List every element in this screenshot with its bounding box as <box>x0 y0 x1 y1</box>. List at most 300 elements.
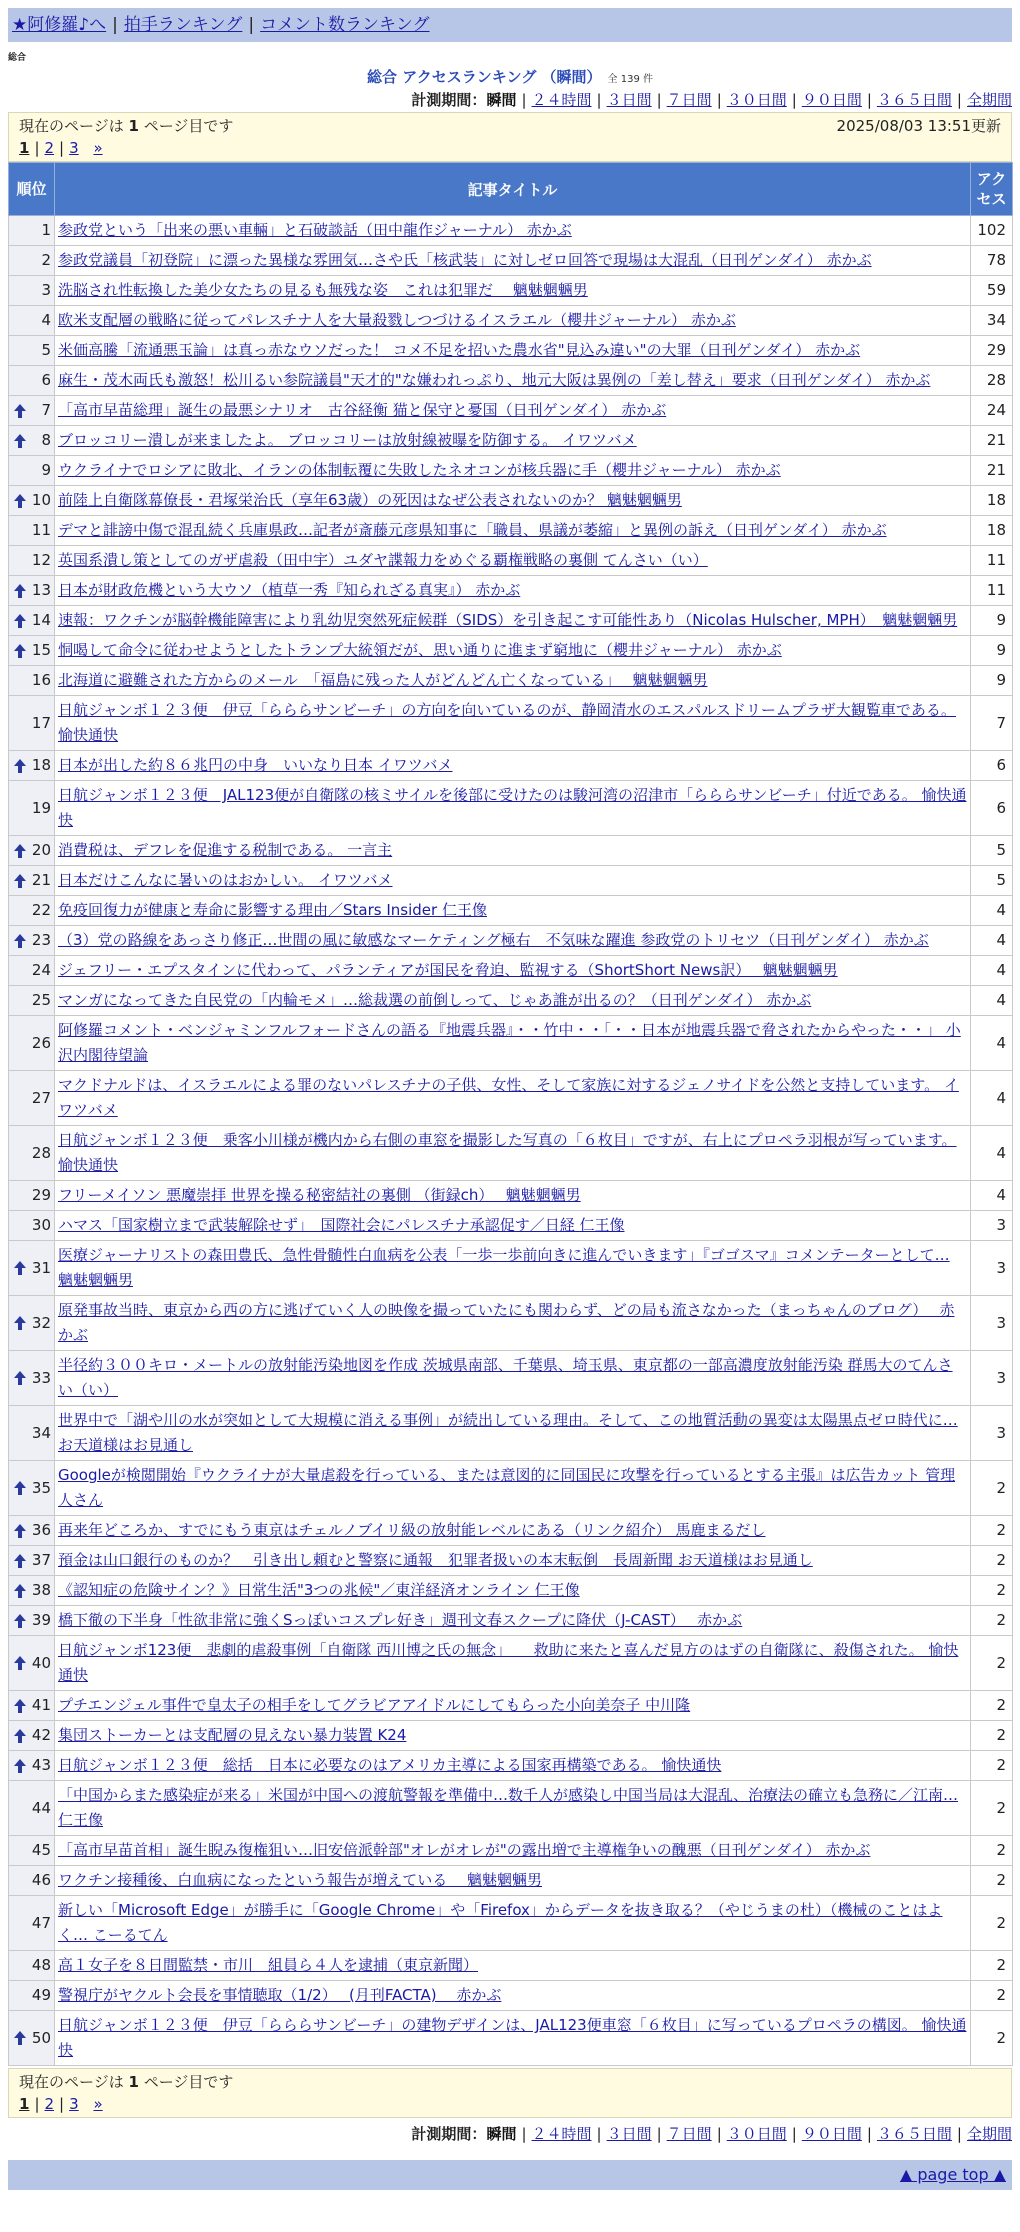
rank-number: 21 <box>31 871 51 889</box>
up-arrow-icon <box>13 758 27 774</box>
access-count: 2 <box>971 1636 1013 1691</box>
rank-number: 18 <box>31 756 51 774</box>
access-count: 6 <box>971 781 1013 836</box>
article-link[interactable]: 「中国からまた感染症が来る」米国が中国への渡航警報を準備中…数千人が感染し中国当局は大混乱、治療法の確立も急務に／江南… 仁王像 <box>58 1786 959 1829</box>
rank-number: 28 <box>31 1143 51 1162</box>
table-row <box>9 666 1013 696</box>
clap-ranking-link[interactable]: 拍手ランキング <box>123 15 243 35</box>
comment-ranking-link[interactable]: コメント数ランキング <box>260 15 430 35</box>
access-count: 2 <box>971 1546 1013 1576</box>
title-cell <box>55 1406 971 1461</box>
title-cell <box>55 546 971 576</box>
period-link[interactable]: ３６５日間 <box>876 91 952 109</box>
title-cell <box>55 1691 971 1721</box>
rank-number: 3 <box>41 281 51 299</box>
rank-number: 46 <box>31 1871 51 1889</box>
table-row <box>9 1211 1013 1241</box>
rank-number: 40 <box>31 1653 51 1672</box>
period-separator: | <box>656 2125 662 2143</box>
rank-number: 15 <box>31 641 51 659</box>
rank-number: 8 <box>41 431 51 449</box>
access-count: 4 <box>971 956 1013 986</box>
access-count: 3 <box>971 1211 1013 1241</box>
access-count: 7 <box>971 696 1013 751</box>
article-link[interactable]: デマと誹謗中傷で混乱続く兵庫県政…記者が斎藤元彦県知事に「職員、県議が萎縮」と異例の訴え（日刊ゲンダイ） 赤かぶ <box>58 521 887 539</box>
title-cell <box>55 926 971 956</box>
article-link[interactable]: ウクライナでロシアに敗北、イランの体制転覆に失敗したネオコンが核兵器に手（櫻井ジャーナル） 赤かぶ <box>58 461 781 479</box>
rank-cell <box>9 1576 55 1606</box>
access-count: 4 <box>971 896 1013 926</box>
title-cell <box>55 956 971 986</box>
rank-cell <box>9 666 55 696</box>
period-separator: | <box>956 91 962 109</box>
page-link[interactable]: 2 <box>44 139 55 157</box>
title-cell <box>55 1211 971 1241</box>
rank-cell <box>9 486 55 516</box>
rank-cell <box>9 1181 55 1211</box>
access-count: 4 <box>971 1181 1013 1211</box>
access-count: 28 <box>971 366 1013 396</box>
rank-cell <box>9 781 55 836</box>
access-count: 2 <box>971 1751 1013 1781</box>
rank-cell <box>9 636 55 666</box>
article-link[interactable]: 高１女子を８日間監禁・市川 組員ら４人を逮捕（東京新聞） <box>58 1956 479 1974</box>
up-arrow-icon <box>13 1315 27 1331</box>
access-count: 2 <box>971 1781 1013 1836</box>
title-cell <box>55 1866 971 1896</box>
table-header-row <box>9 163 1013 216</box>
article-link[interactable]: 日本だけこんなに暑いのはおかしい。 イワツバメ <box>58 871 393 889</box>
article-link[interactable]: 警視庁がヤクルト会長を事情聴取（1/2） (月刊FACTA) 赤かぶ <box>58 1986 502 2004</box>
period-link[interactable]: ７日間 <box>666 91 712 109</box>
article-link[interactable]: 原発事故当時、東京から西の方に逃げていく人の映像を撮っていたにも関わらず、どの局も流さなかった（まっちゃんのブログ） 赤かぶ <box>58 1301 955 1344</box>
table-row <box>9 1351 1013 1406</box>
rank-cell <box>9 1241 55 1296</box>
next-page-link[interactable]: » <box>93 139 103 157</box>
period-separator: | <box>866 91 872 109</box>
rank-number: 7 <box>41 401 51 419</box>
rank-number: 34 <box>31 1423 51 1442</box>
table-row <box>9 606 1013 636</box>
period-link[interactable]: ７日間 <box>666 2125 712 2143</box>
period-separator: | <box>716 91 722 109</box>
rank-number: 26 <box>31 1033 51 1052</box>
article-link[interactable]: 欧米支配層の戦略に従ってパレスチナ人を大量殺戮しつづけるイスラエル（櫻井ジャーナル） 赤かぶ <box>58 311 736 329</box>
up-arrow-icon <box>13 873 27 889</box>
table-row <box>9 1606 1013 1636</box>
table-row <box>9 1721 1013 1751</box>
rank-number: 5 <box>41 341 51 359</box>
rank-number: 10 <box>31 491 51 509</box>
title-cell <box>55 486 971 516</box>
page-link[interactable]: 3 <box>69 2095 79 2113</box>
article-link[interactable]: 恫喝して命令に従わせようとしたトランプ大統領だが、思い通りに進まず窮地に（櫻井ジャーナル） 赤かぶ <box>58 641 782 659</box>
rank-cell <box>9 1546 55 1576</box>
title-cell <box>55 1351 971 1406</box>
page-link-current: 1 <box>19 2095 30 2113</box>
title-cell <box>55 696 971 751</box>
access-count: 11 <box>971 576 1013 606</box>
title-cell <box>55 606 971 636</box>
rank-cell <box>9 1896 55 1951</box>
article-link[interactable]: 半径約３００キロ・メートルの放射能汚染地図を作成 茨城県南部、千葉県、埼玉県、東京都の一部高濃度放射能汚染 群馬大のてんさい（い） <box>58 1356 953 1399</box>
period-link[interactable]: ９０日間 <box>801 2125 862 2143</box>
rank-number: 36 <box>31 1521 51 1539</box>
up-arrow-icon <box>13 1758 27 1774</box>
title-cell <box>55 516 971 546</box>
page-top-link[interactable]: ▲ page top ▲ <box>899 2165 1006 2184</box>
ranking-title: 総合 アクセスランキング （瞬間） <box>367 68 602 86</box>
access-count: 18 <box>971 486 1013 516</box>
period-link[interactable]: ３０日間 <box>726 91 787 109</box>
current-page-text: 現在のページは 1 ページ目です <box>19 2073 234 2091</box>
table-row <box>9 1781 1013 1836</box>
title-cell <box>55 1241 971 1296</box>
article-link[interactable]: 医療ジャーナリストの森田豊氏、急性骨髄性白血病を公表「一歩一歩前向きに進んでいきます」『ゴゴスマ』コメンテーターとして… 魑魅魍魎男 <box>58 1246 950 1289</box>
rank-number: 32 <box>31 1313 51 1332</box>
up-arrow-icon <box>13 933 27 949</box>
article-link[interactable]: 英国系潰し策としてのガザ虐殺（田中宇）ユダヤ諜報力をめぐる覇権戦略の裏側 てんさい（い） <box>58 551 708 569</box>
ranking-heading <box>8 66 1012 88</box>
title-cell <box>55 836 971 866</box>
rank-number: 39 <box>31 1611 51 1629</box>
up-arrow-icon <box>13 643 27 659</box>
article-link[interactable]: 日航ジャンボ１２３便 JAL123便が自衛隊の核ミサイルを後部に受けたのは駿河湾の沼津市「らららサンビーチ」付近である。 愉快通快 <box>58 786 967 829</box>
title-cell <box>55 576 971 606</box>
article-link[interactable]: 再来年どころか、すでにもう東京はチェルノブイリ級の放射能レベルにある（リンク紹介） 馬鹿まるだし <box>58 1521 766 1539</box>
rank-cell <box>9 1981 55 2011</box>
table-row <box>9 1016 1013 1071</box>
period-link[interactable]: ３６５日間 <box>876 2125 952 2143</box>
article-link[interactable]: 速報：ワクチンが脳幹機能障害により乳幼児突然死症候群（SIDS）を引き起こす可能性あり（Nicolas Hulscher, MPH） 魑魅魍魎男 <box>58 611 958 629</box>
rank-cell <box>9 1951 55 1981</box>
access-count: 4 <box>971 926 1013 956</box>
header-rank: 順位 <box>9 163 55 216</box>
article-link[interactable]: ワクチン接種後、白血病になったという報告が増えている 魑魅魍魎男 <box>58 1871 543 1889</box>
article-link[interactable]: ジェフリー・エプスタインに代わって、パランティアが国民を脅迫、監視する（ShortShort News訳） 魑魅魍魎男 <box>58 961 838 979</box>
article-link[interactable]: 米価高騰「流通悪玉論」は真っ赤なウソだった！ コメ不足を招いた農水省"見込み違い"の大罪（日刊ゲンダイ） 赤かぶ <box>58 341 861 359</box>
title-cell <box>55 336 971 366</box>
access-count: 2 <box>971 1866 1013 1896</box>
access-count: 3 <box>971 1406 1013 1461</box>
table-row <box>9 1751 1013 1781</box>
title-cell <box>55 986 971 1016</box>
period-link[interactable]: ２４時間 <box>531 91 592 109</box>
rank-cell <box>9 1636 55 1691</box>
rank-number: 1 <box>41 221 51 239</box>
title-cell <box>55 1296 971 1351</box>
rank-cell <box>9 1296 55 1351</box>
article-link[interactable]: 日航ジャンボ１２３便 伊豆「らららサンビーチ」の建物デザインは、JAL123便車窓「６枚目」に写っているプロペラの構図。 愉快通快 <box>58 2016 967 2059</box>
period-link[interactable]: ３日間 <box>606 91 652 109</box>
rank-number: 6 <box>41 371 51 389</box>
rank-number: 38 <box>31 1581 51 1599</box>
article-link[interactable]: 日航ジャンボ123便 悲劇的虐殺事例「自衛隊 西川博之氏の無念」 救助に来たと喜んだ見方のはずの自衛隊に、殺傷された。 愉快通快 <box>58 1641 959 1684</box>
table-row <box>9 246 1013 276</box>
article-link[interactable]: 日航ジャンボ１２３便 総括 日本に必要なのはアメリカ主導による国家再構築である。 愉快通快 <box>58 1756 722 1774</box>
rank-number: 14 <box>31 611 51 629</box>
article-link[interactable]: 前陸上自衛隊幕僚長・君塚栄治氏（享年63歳）の死因はなぜ公表されないのか？ 魑魅魍魎男 <box>58 491 682 509</box>
page-separator <box>84 139 89 157</box>
page-separator: | <box>34 2095 40 2113</box>
updated-timestamp: 2025/08/03 13:51更新 <box>836 117 1001 135</box>
article-link[interactable]: 日本が出した約８６兆円の中身 いいなり日本 イワツバメ <box>58 756 453 774</box>
rank-number: 16 <box>31 671 51 689</box>
rank-number: 31 <box>31 1258 51 1277</box>
table-row <box>9 1406 1013 1461</box>
article-link[interactable]: マンガになってきた自民党の「内輪モメ」…総裁選の前倒しって、じゃあ誰が出るの？（日刊ゲンダイ） 赤かぶ <box>58 991 812 1009</box>
page-links <box>19 2093 1001 2115</box>
article-link[interactable]: 日航ジャンボ１２３便 乗客小川様が機内から右側の車窓を撮影した写真の「６枚目」ですが、右上にプロペラ羽根が写っています。 愉快通快 <box>58 1131 957 1174</box>
title-cell <box>55 1896 971 1951</box>
ranking-table <box>8 162 1013 2066</box>
article-link[interactable]: 集団ストーカーとは支配層の見えない暴力装置 K24 <box>58 1726 407 1744</box>
period-separator: | <box>521 91 527 109</box>
up-arrow-icon <box>13 583 27 599</box>
rank-number: 4 <box>41 311 51 329</box>
article-link[interactable]: フリーメイソン 悪魔崇拝 世界を操る秘密結社の裏側 （街録ch） 魑魅魍魎男 <box>58 1186 581 1204</box>
rank-cell <box>9 1691 55 1721</box>
period-current: 瞬間 <box>486 2125 517 2143</box>
period-link[interactable]: ３日間 <box>606 2125 652 2143</box>
article-link[interactable]: （3）党の路線をあっさり修正…世間の風に敏感なマーケティング極右 不気味な躍進 参政党のトリセツ（日刊ゲンダイ） 赤かぶ <box>58 931 929 949</box>
nav-separator: | <box>248 15 255 35</box>
table-row <box>9 426 1013 456</box>
rank-number: 50 <box>31 2028 51 2047</box>
rank-number: 44 <box>31 1798 51 1817</box>
table-row <box>9 781 1013 836</box>
title-cell <box>55 1126 971 1181</box>
access-count: 2 <box>971 1836 1013 1866</box>
period-link[interactable]: ９０日間 <box>801 91 862 109</box>
access-count: 5 <box>971 866 1013 896</box>
access-count: 2 <box>971 1516 1013 1546</box>
article-link[interactable]: 新しい「Microsoft Edge」が勝手に「Google Chrome」や「Firefox」からデータを抜き取る？（やじうまの杜）（機械のことはよく… こーるてん <box>58 1901 943 1944</box>
rank-cell <box>9 836 55 866</box>
article-link[interactable]: 《認知症の危険サイン？》日常生活"3つの兆候"／東洋経済オンライン 仁王像 <box>58 1581 580 1599</box>
access-count: 2 <box>971 1606 1013 1636</box>
access-count: 11 <box>971 546 1013 576</box>
rank-cell <box>9 1211 55 1241</box>
rank-cell <box>9 426 55 456</box>
access-count: 78 <box>971 246 1013 276</box>
title-cell <box>55 1981 971 2011</box>
rank-cell <box>9 516 55 546</box>
current-page-text: 現在のページは 1 ページ目です <box>19 117 234 135</box>
access-count: 34 <box>971 306 1013 336</box>
title-cell <box>55 666 971 696</box>
table-row <box>9 1296 1013 1351</box>
access-count: 21 <box>971 456 1013 486</box>
article-link[interactable]: 阿修羅コメント・ベンジャミンフルフォードさんの語る『地震兵器』・・竹中・・「・・日本が地震兵器で脅されたからやった・・」 小沢内閣待望論 <box>58 1021 961 1064</box>
access-count: 2 <box>971 1896 1013 1951</box>
table-row <box>9 456 1013 486</box>
rank-cell <box>9 1016 55 1071</box>
rank-cell <box>9 306 55 336</box>
period-label: 計測期間： <box>411 2125 487 2143</box>
article-link[interactable]: 日航ジャンボ１２３便 伊豆「らららサンビーチ」の方向を向いているのが、静岡清水のエスパルスドリームプラザ大観覧車である。 愉快通快 <box>58 701 956 744</box>
access-count: 2 <box>971 1576 1013 1606</box>
access-count: 9 <box>971 606 1013 636</box>
title-cell <box>55 866 971 896</box>
page-link[interactable]: 2 <box>44 2095 55 2113</box>
table-row <box>9 216 1013 246</box>
period-separator: | <box>866 2125 872 2143</box>
access-count: 3 <box>971 1241 1013 1296</box>
page-link-current: 1 <box>19 139 30 157</box>
article-link[interactable]: 麻生・茂木両氏も激怒！松川るい参院議員"天才的"な嫌われっぷり、地元大阪は異例の「差し替え」要求（日刊ゲンダイ） 赤かぶ <box>58 371 931 389</box>
rank-number: 12 <box>31 551 51 569</box>
article-link[interactable]: Googleが検閲開始『ウクライナが大量虐殺を行っている、または意図的に同国民に攻撃を行っているとする主張』は広告カット 管理人さん <box>58 1466 956 1509</box>
title-cell <box>55 1016 971 1071</box>
rank-cell <box>9 396 55 426</box>
rank-cell <box>9 456 55 486</box>
rank-number: 35 <box>31 1478 51 1497</box>
table-row <box>9 636 1013 666</box>
access-count: 21 <box>971 426 1013 456</box>
access-count: 9 <box>971 666 1013 696</box>
up-arrow-icon <box>13 1655 27 1671</box>
article-link[interactable]: 「高市早苗総理」誕生の最悪シナリオ 古谷経衡 猫と保守と憂国（日刊ゲンダイ） 赤かぶ <box>58 401 667 419</box>
table-row <box>9 1896 1013 1951</box>
period-link[interactable]: 全期間 <box>966 91 1012 109</box>
header-access: アクセス <box>971 163 1013 216</box>
table-row <box>9 1836 1013 1866</box>
article-link[interactable]: マクドナルドは、イスラエルによる罪のないパレスチナの子供、女性、そして家族に対するジェノサイドを公然と支持しています。 イワツバメ <box>58 1076 959 1119</box>
table-row <box>9 1691 1013 1721</box>
up-arrow-icon <box>13 403 27 419</box>
rank-number: 2 <box>41 251 51 269</box>
rank-cell <box>9 751 55 781</box>
article-link[interactable]: 免疫回復力が健康と寿命に影響する理由／Stars Insider 仁王像 <box>58 901 487 919</box>
ranking-count: 全 139 件 <box>607 74 653 85</box>
rank-cell <box>9 1126 55 1181</box>
access-count: 24 <box>971 396 1013 426</box>
rank-cell <box>9 336 55 366</box>
rank-number: 20 <box>31 841 51 859</box>
title-cell <box>55 2011 971 2066</box>
article-link[interactable]: 消費税は、デフレを促進する税制である。 一言主 <box>58 841 393 859</box>
page-links <box>19 137 1001 159</box>
table-row <box>9 1866 1013 1896</box>
access-count: 2 <box>971 1461 1013 1516</box>
title-cell <box>55 896 971 926</box>
up-arrow-icon <box>13 1728 27 1744</box>
title-cell <box>55 1781 971 1836</box>
title-cell <box>55 1636 971 1691</box>
article-link[interactable]: 日本が財政危機という大ウソ（植草一秀『知られざる真実』） 赤かぶ <box>58 581 521 599</box>
page-separator <box>84 2095 89 2113</box>
article-link[interactable]: ハマス「国家樹立まで武装解除せず」 国際社会にパレスチナ承認促す／日経 仁王像 <box>58 1216 625 1234</box>
article-link[interactable]: 北海道に避難された方からのメール 「福島に残った人がどんどん亡くなっている」 魑魅魍魎男 <box>58 671 708 689</box>
title-cell <box>55 276 971 306</box>
article-link[interactable]: 参政党議員「初登院」に漂った異様な雰囲気…さや氏「核武装」に対しゼロ回答で現場は大混乱（日刊ゲンダイ） 赤かぶ <box>58 251 872 269</box>
rank-number: 23 <box>31 931 51 949</box>
nav-separator: | <box>112 15 118 35</box>
rank-cell <box>9 246 55 276</box>
title-cell <box>55 781 971 836</box>
access-count: 4 <box>971 1126 1013 1181</box>
period-link[interactable]: 全期間 <box>966 2125 1012 2143</box>
article-link[interactable]: ブロッコリー潰しが来ましたよ。 ブロッコリーは放射線被曝を防御する。 イワツバメ <box>58 431 637 449</box>
rank-cell <box>9 366 55 396</box>
table-row <box>9 1461 1013 1516</box>
title-cell <box>55 1721 971 1751</box>
rank-number: 13 <box>31 581 51 599</box>
rank-cell <box>9 1606 55 1636</box>
next-page-link[interactable]: » <box>93 2095 103 2113</box>
table-row <box>9 1181 1013 1211</box>
access-count: 4 <box>971 986 1013 1016</box>
article-link[interactable]: 「高市早苗首相」誕生睨み復権狙い…旧安倍派幹部"オレがオレが"の露出増で主導権争いの醜悪（日刊ゲンダイ） 赤かぶ <box>58 1841 871 1859</box>
period-separator: | <box>791 2125 797 2143</box>
table-row <box>9 366 1013 396</box>
title-cell <box>55 751 971 781</box>
access-count: 2 <box>971 1981 1013 2011</box>
period-link[interactable]: ３０日間 <box>726 2125 787 2143</box>
title-cell <box>55 306 971 336</box>
access-count: 2 <box>971 1721 1013 1751</box>
table-row <box>9 1126 1013 1181</box>
rank-number: 19 <box>31 798 51 817</box>
table-row <box>9 1951 1013 1981</box>
period-separator: | <box>716 2125 722 2143</box>
ranking-body <box>9 216 1013 2066</box>
up-arrow-icon <box>13 2030 27 2046</box>
title-cell <box>55 1546 971 1576</box>
rank-number: 24 <box>31 961 51 979</box>
article-link[interactable]: プチエンジェル事件で皇太子の相手をしてグラビアアイドルにしてもらった小向美奈子 中川隆 <box>58 1696 691 1714</box>
table-row <box>9 1576 1013 1606</box>
rank-number: 43 <box>31 1756 51 1774</box>
page <box>8 8 1012 2190</box>
up-arrow-icon <box>13 493 27 509</box>
home-link[interactable]: ★阿修羅♪へ <box>12 15 107 35</box>
article-link[interactable]: 橋下徹の下半身「性欲非常に強くSっぽいコスプレ好き」週刊文春スクープに降伏（J-CAST） 赤かぶ <box>58 1611 743 1629</box>
access-count: 18 <box>971 516 1013 546</box>
period-link[interactable]: ２４時間 <box>531 2125 592 2143</box>
period-separator: | <box>521 2125 527 2143</box>
page-separator: | <box>59 2095 65 2113</box>
period-separator: | <box>596 91 602 109</box>
page-separator: | <box>59 139 65 157</box>
rank-number: 27 <box>31 1088 51 1107</box>
access-count: 4 <box>971 1071 1013 1126</box>
up-arrow-icon <box>13 1260 27 1276</box>
article-link[interactable]: 参政党という「出来の悪い車輛」と石破談話（田中龍作ジャーナル） 赤かぶ <box>58 221 572 239</box>
bottom-bar <box>8 2160 1012 2190</box>
access-count: 9 <box>971 636 1013 666</box>
title-cell <box>55 1836 971 1866</box>
article-link[interactable]: 預金は山口銀行のものか？ 引き出し頼むと警察に通報 犯罪者扱いの本末転倒 長周新聞 お天道様はお見通し <box>58 1551 813 1569</box>
table-row <box>9 2011 1013 2066</box>
page-separator: | <box>34 139 40 157</box>
article-link[interactable]: 洗脳され性転換した美少女たちの見るも無残な姿 これは犯罪だ 魑魅魍魎男 <box>58 281 588 299</box>
rank-number: 9 <box>41 461 51 479</box>
page-link[interactable]: 3 <box>69 139 79 157</box>
table-row <box>9 306 1013 336</box>
rank-cell <box>9 1781 55 1836</box>
rank-cell <box>9 1351 55 1406</box>
table-row <box>9 546 1013 576</box>
up-arrow-icon <box>13 1370 27 1386</box>
table-row <box>9 396 1013 426</box>
article-link[interactable]: 世界中で「湖や川の水が突如として大規模に消える事例」が続出している理由。そして、この地質活動の異変は太陽黒点ゼロ時代に… お天道様はお見通し <box>58 1411 958 1454</box>
title-cell <box>55 1576 971 1606</box>
access-count: 3 <box>971 1351 1013 1406</box>
table-row <box>9 926 1013 956</box>
rank-cell <box>9 926 55 956</box>
